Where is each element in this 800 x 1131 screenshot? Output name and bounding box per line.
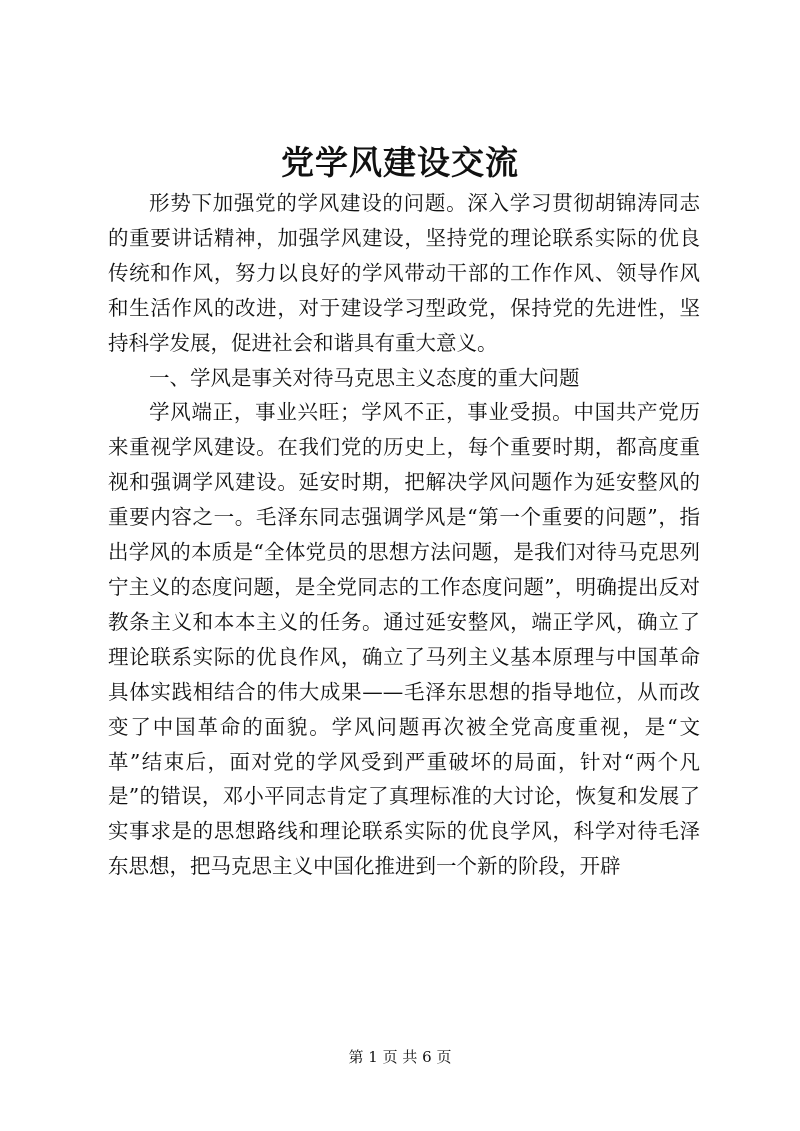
document-title: 党学风建设交流 — [281, 143, 519, 182]
section-heading-1: 一、学风是事关对待马克思主义态度的重大问题 — [149, 365, 580, 390]
paragraph-section-1: 学风端正，事业兴旺；学风不正，事业受损。中国共产党历来重视学风建设。在我们党的历史上，每个重要时期，都高度重视和强调学风建设。延安时期，把解决学风问题作为延安整风的重要内容之一。毛泽东同志强调学风是“第一个重要的问题”，指出学风的本质是“全体党员的思想方法问题，是我们对待马克思列宁主义的态度问题，是全党同志的工作态度问题”，明确提出反对教条主义和本本主义的任务。通过延安整风，端正学风，确立了理论联系实际的优良作风，确立了马列主义基本原理与中国革命具体实践相结合的伟大成果——毛泽东思想的指导地位，从而改变了中国革命的面貌。学风问题再次被全党高度重视，是“文革”结束后，面对党的学风受到严重破坏的局面，针对“两个凡是”的错误，邓小平同志肯定了真理标准的大讨论，恢复和发展了实事求是的思想路线和理论联系实际的优良学风，科学对待毛泽东思想，把马克思主义中国化推进到一个新的阶段，开辟 — [108, 400, 700, 879]
page-footer: 第 1 页 共 6 页 — [348, 1048, 452, 1066]
document-body — [108, 186, 700, 884]
paragraph-intro: 形势下加强党的学风建设的问题。深入学习贯彻胡锦涛同志的重要讲话精神，加强学风建设，坚持党的理论联系实际的优良传统和作风，努力以良好的学风带动干部的工作作风、领导作风和生活作风的改进，对于建设学习型政党，保持党的先进性，坚持科学发展，促进社会和谐具有重大意义。 — [108, 191, 700, 355]
